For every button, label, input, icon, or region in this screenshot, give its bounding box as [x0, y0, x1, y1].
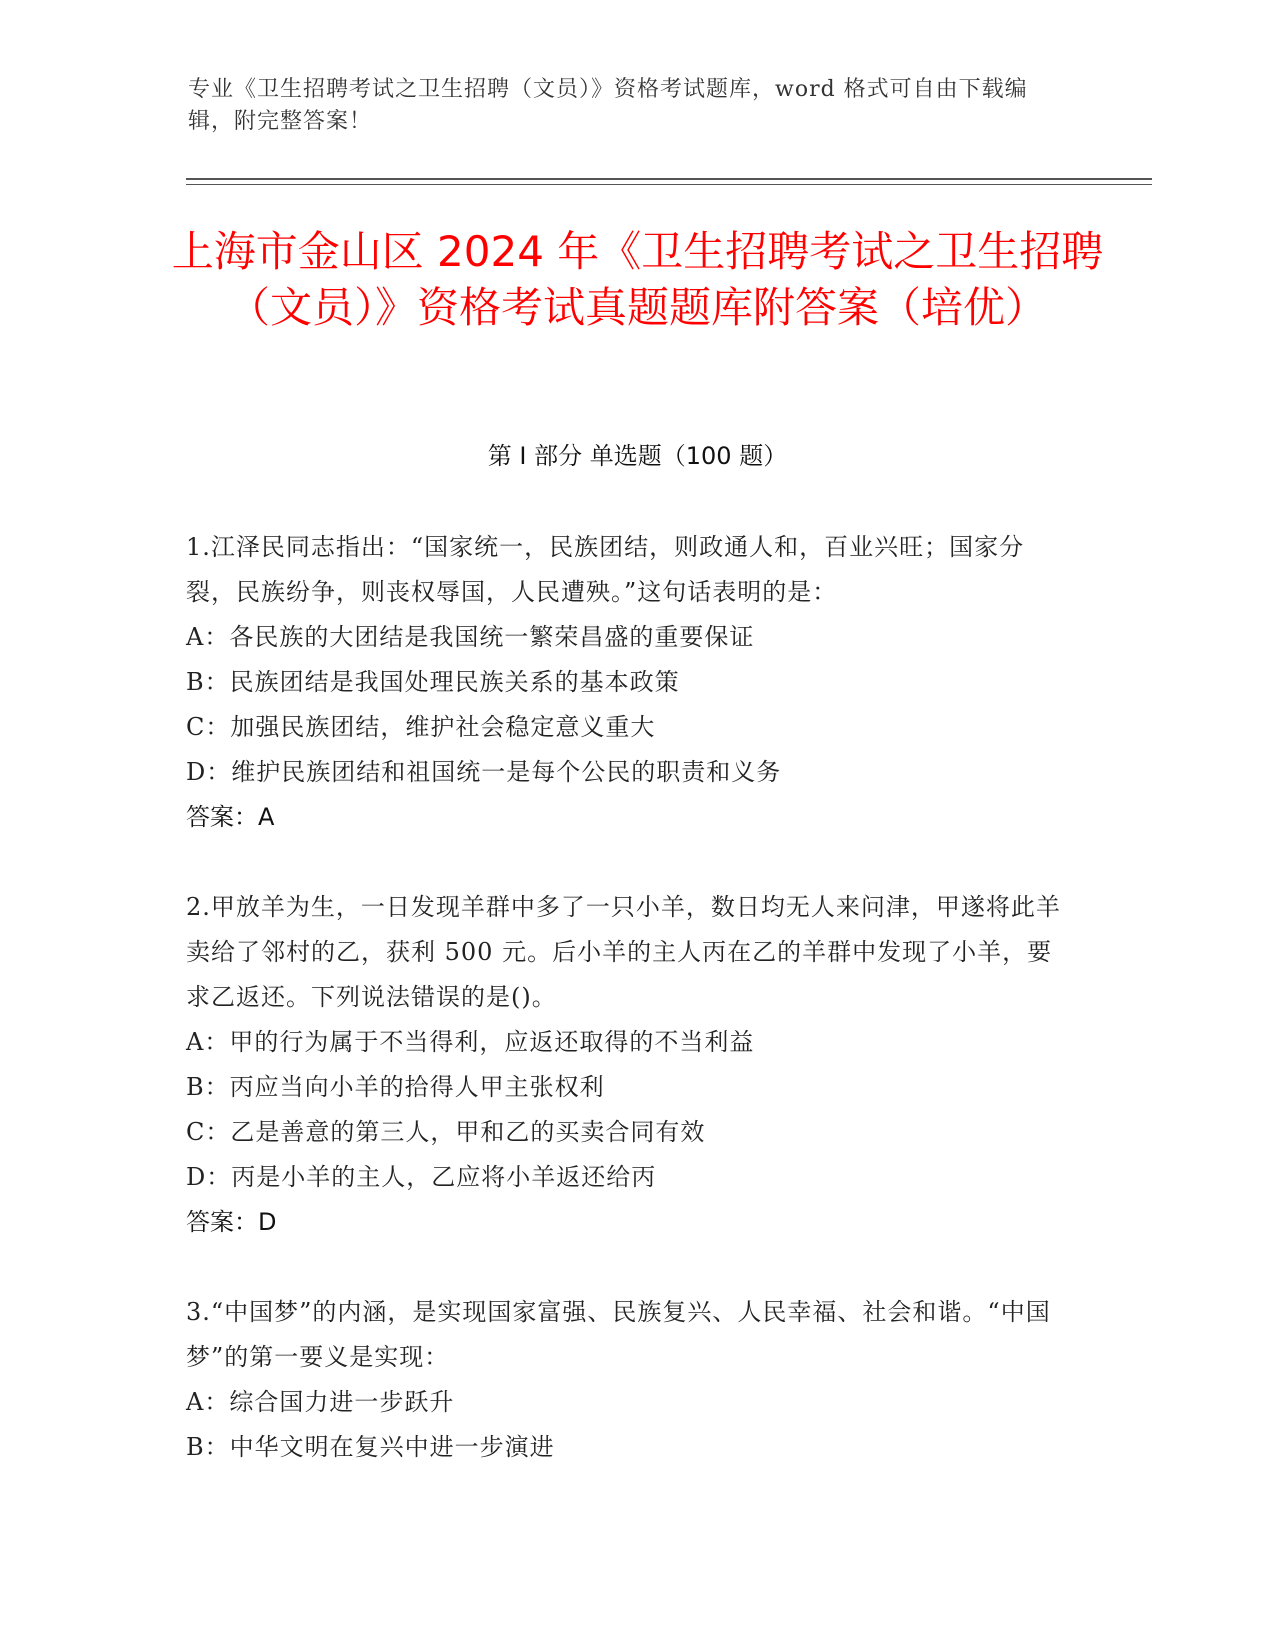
header-rule-thick [186, 178, 1152, 180]
document-title: 上海市金山区 2024 年《卫生招聘考试之卫生招聘（文员）》资格考试真题题库附答案（培优） [171, 227, 1104, 332]
header-note: 专业《卫生招聘考试之卫生招聘（文员）》资格考试题库，word 格式可自由下载编辑，附完整答案！ [188, 77, 1028, 134]
question-2 [186, 885, 1066, 1245]
question-1 [186, 525, 1066, 840]
question-stem: 1.江泽民同志指出：“国家统一，民族团结，则政通人和，百业兴旺；国家分裂，民族纷争，则丧权辱国，人民遭殃。”这句话表明的是： [186, 533, 1025, 606]
option-b: B：民族团结是我国处理民族关系的基本政策 [186, 668, 680, 696]
option-d: D：丙是小羊的主人，乙应将小羊返还给丙 [186, 1163, 657, 1191]
answer: 答案：D [186, 1208, 277, 1236]
section-title: 第 I 部分 单选题（100 题） [487, 442, 788, 470]
option-b: B：丙应当向小羊的拾得人甲主张权利 [186, 1073, 605, 1101]
question-3 [186, 1290, 1066, 1470]
option-a: A：各民族的大团结是我国统一繁荣昌盛的重要保证 [186, 623, 755, 651]
header-rule-thin [186, 184, 1152, 185]
option-b: B：中华文明在复兴中进一步演进 [186, 1433, 555, 1461]
option-c: C：乙是善意的第三人，甲和乙的买卖合同有效 [186, 1118, 706, 1146]
option-a: A：综合国力进一步跃升 [186, 1388, 455, 1416]
option-d: D：维护民族团结和祖国统一是每个公民的职责和义务 [186, 758, 782, 786]
option-a: A：甲的行为属于不当得利，应返还取得的不当利益 [186, 1028, 755, 1056]
option-c: C：加强民族团结，维护社会稳定意义重大 [186, 713, 656, 741]
question-stem: 2.甲放羊为生，一日发现羊群中多了一只小羊，数日均无人来问津，甲遂将此羊卖给了邻村的乙，获利 500 元。后小羊的主人丙在乙的羊群中发现了小羊，要求乙返还。下列说法错误的是()。 [186, 893, 1061, 1011]
question-stem: 3.“中国梦”的内涵，是实现国家富强、民族复兴、人民幸福、社会和谐。“中国梦”的第一要义是实现： [186, 1298, 1051, 1371]
question-list [186, 525, 1066, 1515]
answer: 答案：A [186, 803, 275, 831]
